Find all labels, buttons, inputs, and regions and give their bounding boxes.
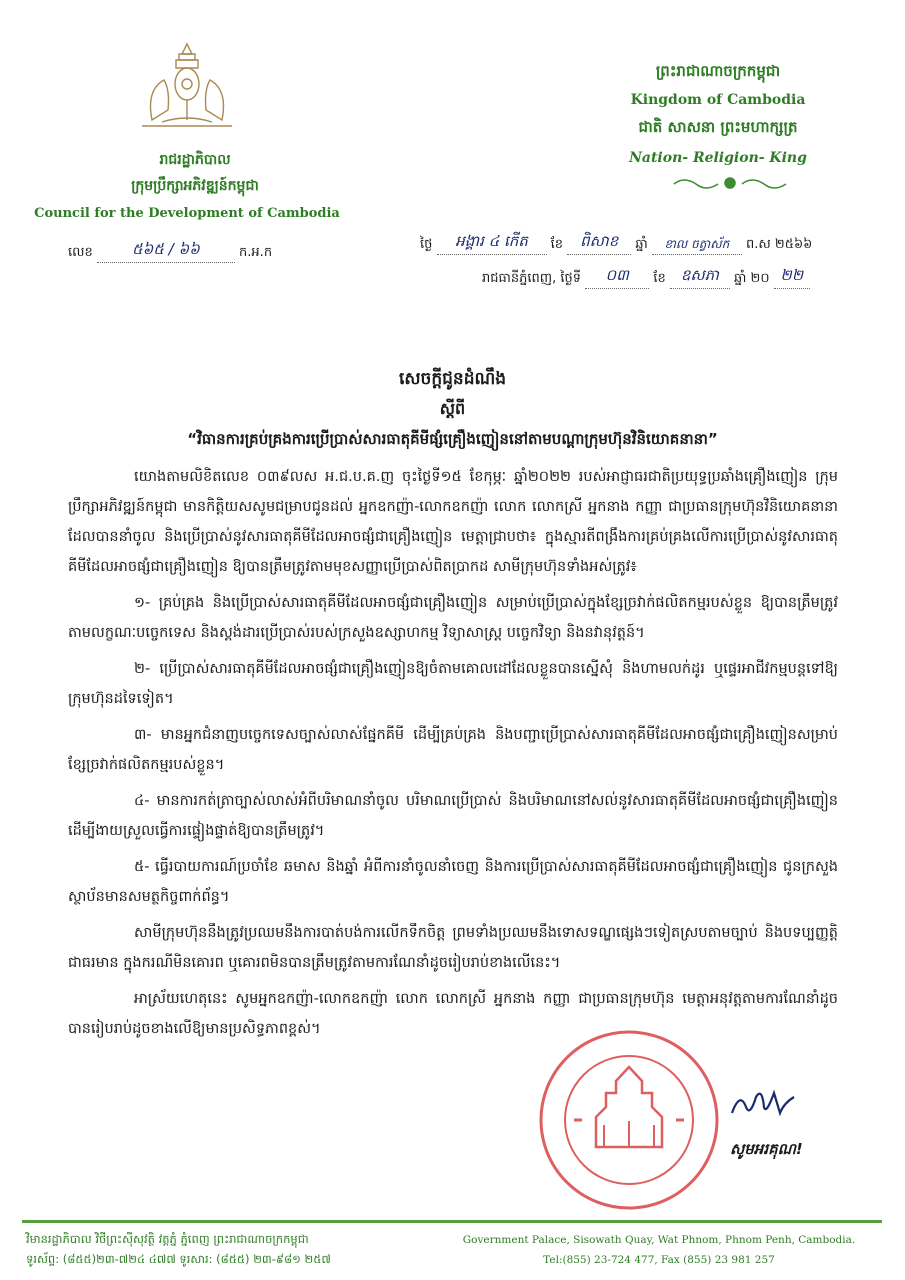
reference-number <box>68 240 272 263</box>
ornament-divider-icon <box>670 172 790 194</box>
footer-contact-kh: ទូរស័ព្ទ: (៨៥៥)២៣-៧២៤ ៤៧៧ ទូរសារ: (៨៥៥) ២៣-៩៨១ ២៥៧ <box>26 1252 331 1266</box>
reference-value: ៥៦៥ / ៦៦ <box>97 240 235 263</box>
notice-title: សេចក្តីជូនដំណឹង <box>398 369 507 389</box>
body-paragraph-warning: សាមីក្រុមហ៊ុននឹងត្រូវប្រឈមនឹងការបាត់បង់ការលើកទឹកចិត្ត ព្រមទាំងប្រឈមនឹងទោសទណ្ឌផ្សេងៗទៀតស្របតាមច្បាប់ និងបទប្បញ្ញត្តិជាធរមាន ក្នុងករណីមិនគោរព ឬគោរពមិនបានត្រឹមត្រូវតាមការណែនាំដូចរៀបរាប់ខាងលើនេះ។ <box>68 925 838 971</box>
notice-subject: “វិធានការគ្រប់គ្រងការប្រើប្រាស់សារធាតុគីមីផ្សំគ្រឿងញៀននៅតាមបណ្តាក្រុមហ៊ុនវិនិយោគនានា” <box>187 430 718 448</box>
body-paragraph-item-2: ២- ប្រើប្រាស់សារធាតុគីមីដែលអាចផ្សំជាគ្រឿងញៀនឱ្យចំតាមគោលដៅដែលខ្លួនបានស្នើសុំ និងហាមលក់ដូរ ឬផ្ទេរអាជីវកម្មបន្តទៅឱ្យក្រុមហ៊ុនដទៃទៀត។ <box>68 661 838 707</box>
lunar-day-label: ថ្ងៃ <box>420 237 433 252</box>
footer-divider <box>22 1220 882 1223</box>
footer-contact-en: Tel:(855) 23-724 477, Fax (855) 23 981 257 <box>543 1254 775 1266</box>
body-paragraph-intro: យោងតាមលិខិតលេខ ០៣៩លស អ.ជ.ប.គ.ញ ចុះថ្ងៃទី១៥ ខែកុម្ភៈ ឆ្នាំ២០២២ របស់អាជ្ញាធរជាតិប្រយុទ្ធប្រឆាំងគ្រឿងញៀន ក្រុមប្រឹក្សាអភិវឌ្ឍន៍កម្ពុជា មានកិត្តិយសសូមជម្រាបជូនដល់ អ្នកឧកញ៉ា-លោកឧកញ៉ា លោក លោកស្រី អ្នកនាង កញ្ញា ជាប្រធានក្រុមហ៊ុនវិនិយោគនានា ដែលបាននាំចូល និងប្រើប្រាស់នូវសារធាតុគីមីដែលអាចផ្សំជាគ្រឿងញៀន មេត្តាជ្រាបថា៖ ក្នុងស្មារតីពង្រឹងការគ្រប់គ្រងលើការប្រើប្រាស់នូវសារធាតុគីមីដែលអាចផ្សំជាគ្រឿងញៀន ឱ្យបានត្រឹមត្រូវតាមមុខសញ្ញាប្រើប្រាស់ពិតប្រាកដ សាមីក្រុមហ៊ុនទាំងអស់ត្រូវ៖ <box>68 469 838 575</box>
org-name-kh-line2: ក្រុមប្រឹក្សាអភិវឌ្ឍន៍កម្ពុជា <box>131 178 259 194</box>
buddhist-era: ព.ស ២៥៦៦ <box>746 237 813 252</box>
city-month: ឧសភា <box>670 266 730 289</box>
notice-body <box>68 462 838 1050</box>
reference-label: លេខ <box>68 245 93 260</box>
lunar-year-label: ឆ្នាំ <box>635 237 648 252</box>
city-day: ០៣ <box>585 266 649 289</box>
reference-suffix: ក.អ.ក <box>239 245 273 260</box>
motto-en: Nation- Religion- King <box>629 150 807 166</box>
body-paragraph-conclusion: អាស្រ័យហេតុនេះ សូមអ្នកឧកញ៉ា-លោកឧកញ៉ា លោក លោកស្រី អ្នកនាង កញ្ញា ជាប្រធានក្រុមហ៊ុន មេត្តាអនុវត្តតាមការណែនាំដូចបានរៀបរាប់ដូចខាងលើឱ្យមានប្រសិទ្ធភាពខ្ពស់។ <box>68 991 838 1037</box>
kingdom-kh: ព្រះរាជាណាចក្រកម្ពុជា <box>655 62 781 80</box>
body-paragraph-item-1: ១- គ្រប់គ្រង និងប្រើប្រាស់សារធាតុគីមីដែលអាចផ្សំជាគ្រឿងញៀន សម្រាប់ប្រើប្រាស់ក្នុងខ្សែច្រវាក់ផលិតកម្មរបស់ខ្លួន ឱ្យបានត្រឹមត្រូវតាមលក្ខណៈបច្ចេកទេស និងស្តង់ដារប្រើប្រាស់របស់ក្រសួងឧស្សាហកម្ម វិទ្យាសាស្ត្រ បច្ចេកវិទ្យា និងនវានុវត្តន៍។ <box>68 595 838 641</box>
lunar-month-label: ខែ <box>550 237 564 252</box>
footer-address-kh: វិមានរដ្ឋាភិបាល វិថីព្រះស៊ីសុវត្ថិ វត្តភ្នំ ភ្នំពេញ ព្រះរាជាណាចក្រកម្ពុជា <box>26 1232 309 1246</box>
lunar-year-value: ខាល ចត្វាស័ក <box>652 236 742 255</box>
kingdom-en: Kingdom of Cambodia <box>630 92 806 108</box>
city-year: ២២ <box>774 266 810 289</box>
city-year-label: ឆ្នាំ ២០ <box>734 271 770 286</box>
org-name-kh-line1: រាជរដ្ឋាភិបាល <box>159 152 231 168</box>
city-month-label: ខែ <box>653 271 666 286</box>
footer-address-en: Government Palace, Sisowath Quay, Wat Phnom, Phnom Penh, Cambodia. <box>462 1234 856 1246</box>
body-paragraph-item-3: ៣- មានអ្នកជំនាញបច្ចេកទេសច្បាស់លាស់ផ្នែកគីមី ដើម្បីគ្រប់គ្រង និងបញ្ជាប្រើប្រាស់សារធាតុគីមីដែលអាចផ្សំជាគ្រឿងញៀនសម្រាប់ខ្សែច្រវាក់ផលិតកម្មរបស់ខ្លួន។ <box>68 727 838 773</box>
org-name-en: Council for the Development of Cambodia <box>34 206 340 221</box>
body-paragraph-item-4: ៤- មានការកត់ត្រាច្បាស់លាស់អំពីបរិមាណនាំចូល បរិមាណប្រើប្រាស់ និងបរិមាណនៅសល់នូវសារធាតុគីមីដែលអាចផ្សំជាគ្រឿងញៀន ដើម្បីងាយស្រួលធ្វើការផ្ទៀងផ្ទាត់ឱ្យបានត្រឹមត្រូវ។ <box>68 793 838 839</box>
closing-thanks: សូមអរគុណ! <box>730 1140 803 1158</box>
lunar-day-value: អង្គារ ៤ កើត <box>437 232 547 255</box>
body-paragraph-item-5: ៥- ធ្វើរបាយការណ៍ប្រចាំខែ ឆមាស និងឆ្នាំ អំពីការនាំចូលនាំចេញ និងការប្រើប្រាស់សារធាតុគីមីដែលអាចផ្សំជាគ្រឿងញៀន ជូនក្រសួងស្ថាប័នមានសមត្ថកិច្ចពាក់ព័ន្ធ។ <box>68 859 838 905</box>
motto-kh: ជាតិ សាសនា ព្រះមហាក្សត្រ <box>638 118 798 136</box>
lunar-month-value: ពិសាខ <box>567 232 631 255</box>
lunar-date <box>420 232 812 255</box>
official-seal-icon <box>534 1025 724 1215</box>
royal-emblem-icon <box>132 40 242 132</box>
city-date-label: រាជធានីភ្នំពេញ, ថ្ងៃទី <box>482 271 582 286</box>
signature-icon <box>728 1085 798 1125</box>
notice-subject-label: ស្តីពី <box>439 399 466 418</box>
city-date <box>482 266 810 289</box>
